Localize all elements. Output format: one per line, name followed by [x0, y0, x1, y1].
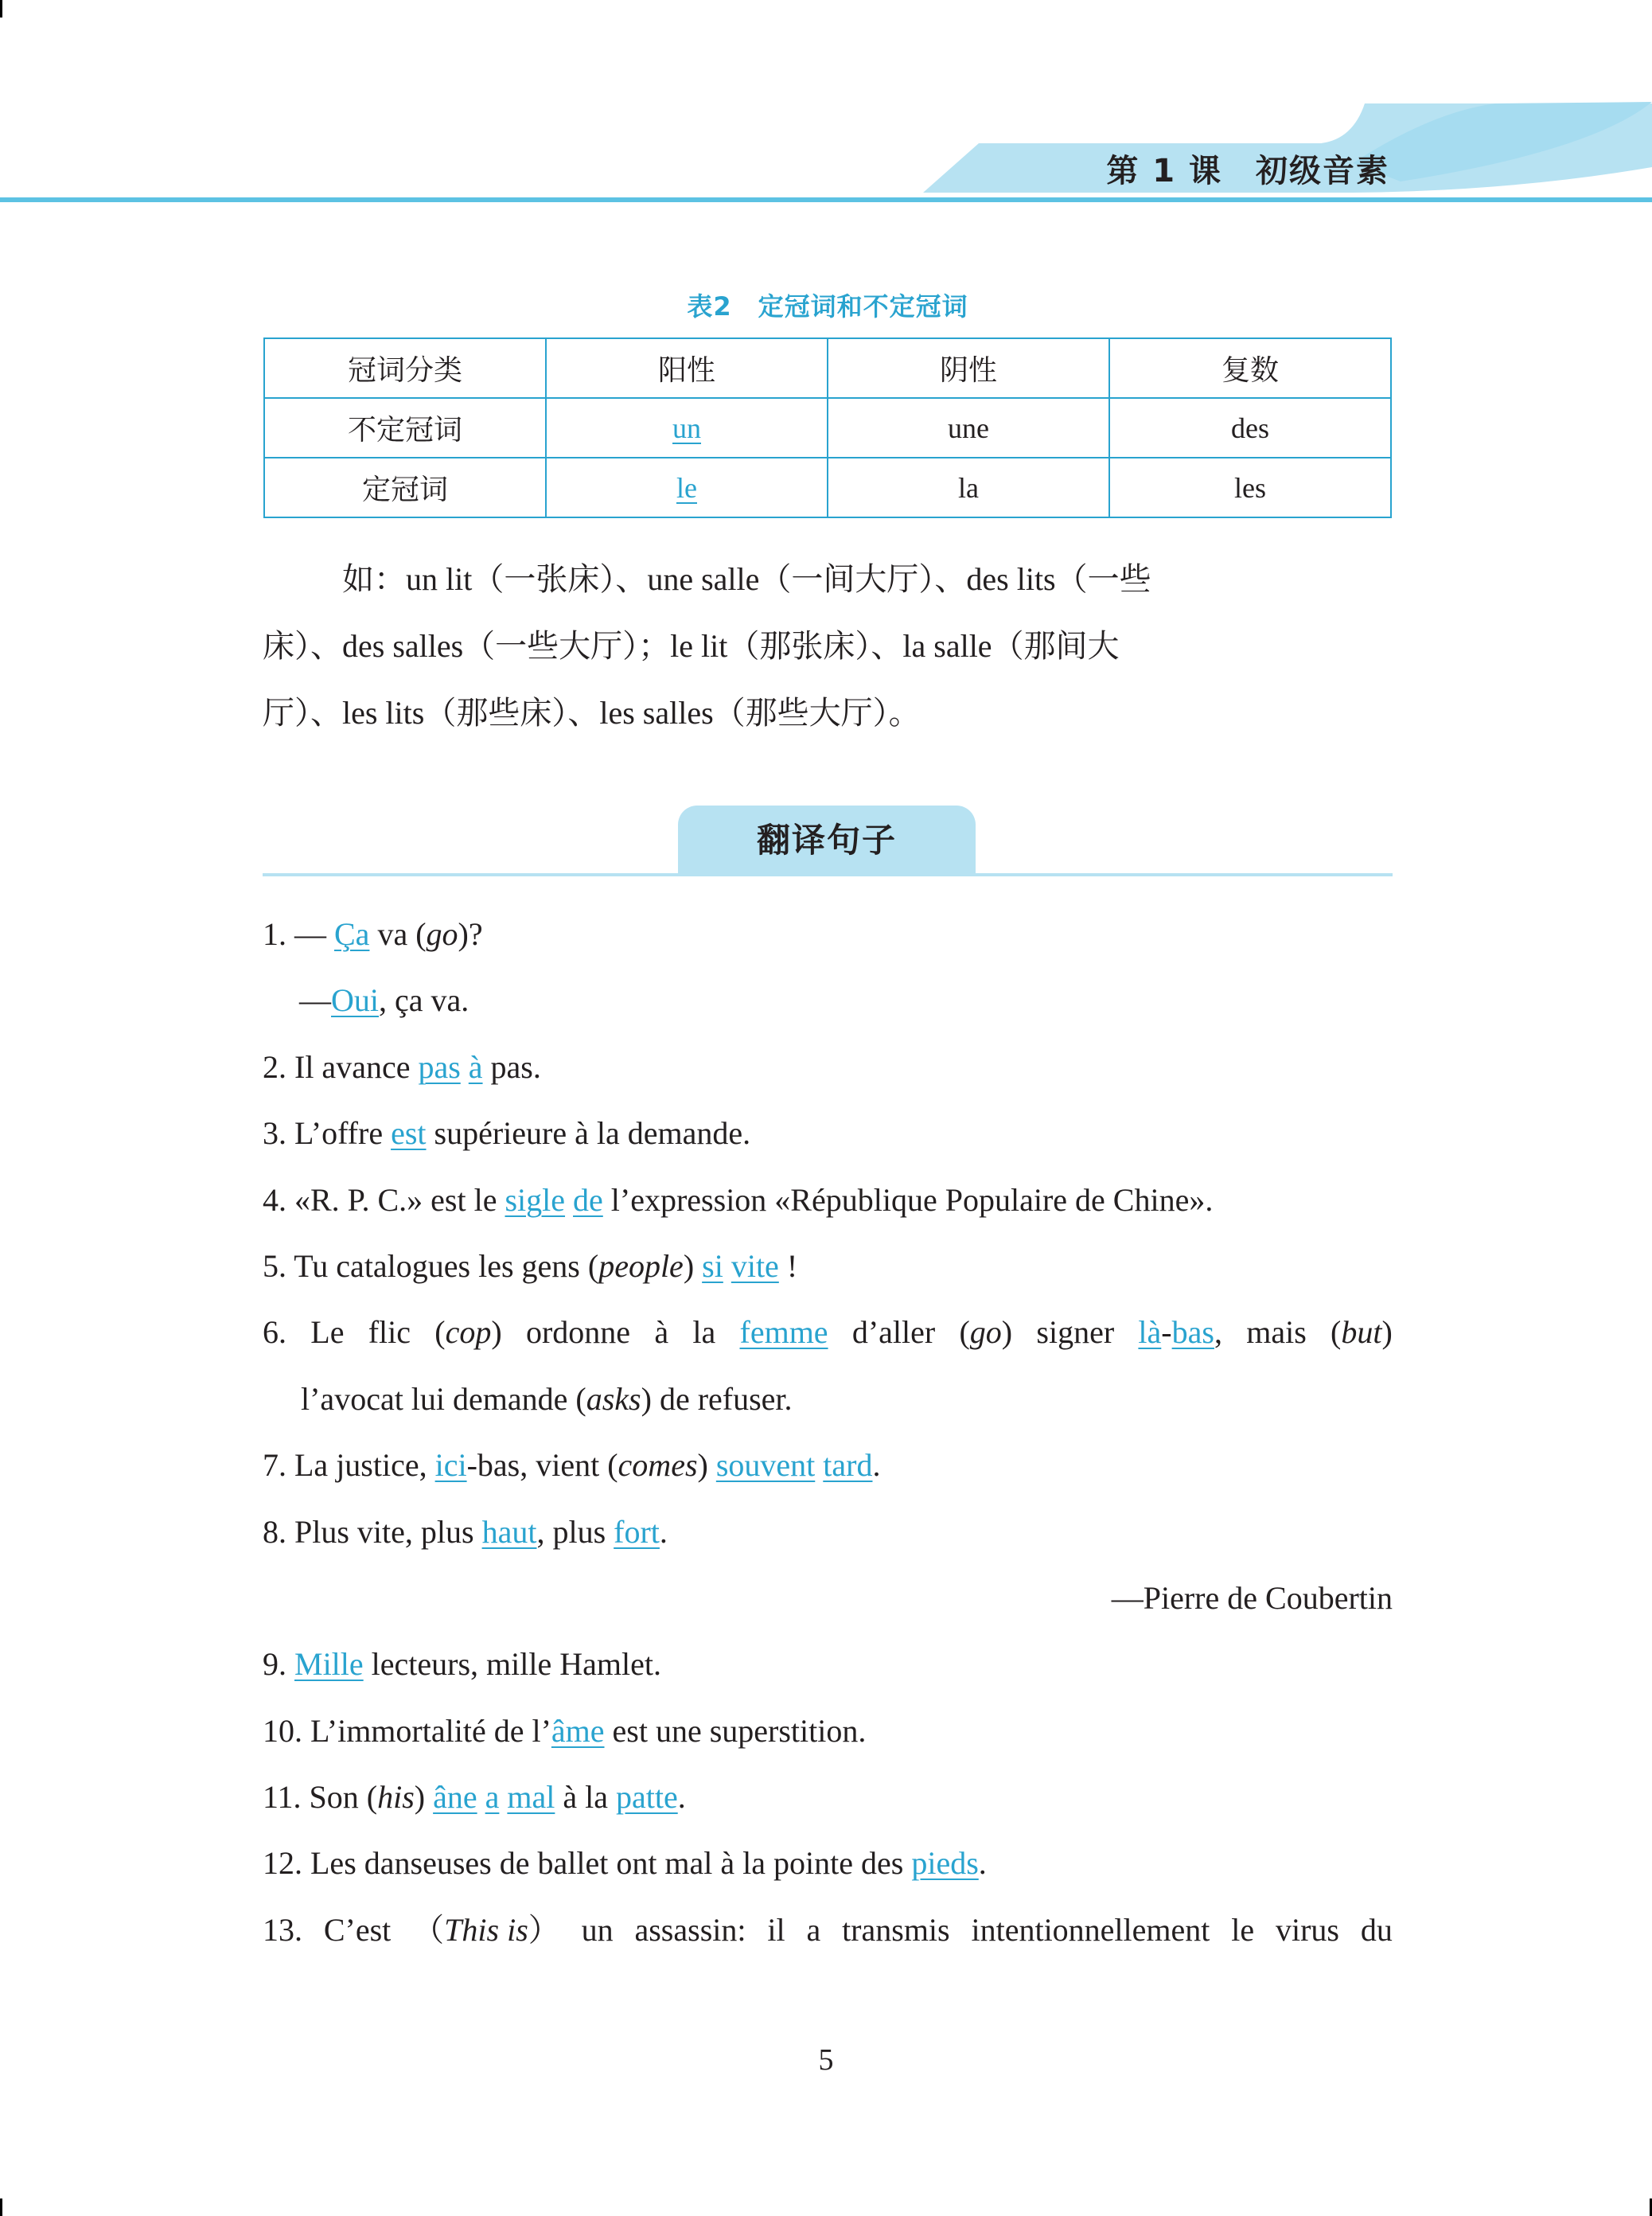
sentence-text: [565, 1182, 573, 1218]
sentence-text: 13.: [263, 1911, 302, 1948]
sentence-text: 9.: [263, 1646, 294, 1683]
audio-link[interactable]: à: [468, 1048, 483, 1085]
sentence-text: (go): [959, 1314, 1013, 1351]
list-item: [263, 1764, 1393, 1830]
list-item: [263, 1366, 1393, 1432]
sentence-text: il: [767, 1911, 785, 1948]
sentence-text: à la: [555, 1779, 616, 1816]
list-item: [263, 1432, 1393, 1498]
gloss-text: his: [377, 1779, 415, 1816]
table-header-row: [264, 338, 1391, 398]
sentence-text: !: [778, 1247, 798, 1284]
sentence-text: assassin:: [634, 1911, 746, 1948]
sentence-text: 5. Tu catalogues les gens (: [263, 1247, 599, 1284]
list-item: [263, 1034, 1393, 1100]
audio-link[interactable]: le: [676, 471, 697, 504]
sentence-text: transmis: [842, 1911, 950, 1948]
gloss-text: comes: [618, 1447, 698, 1484]
sentence-text: [499, 1779, 507, 1815]
sentence-text: lecteurs, mille Hamlet.: [363, 1646, 661, 1683]
sentence-text: , ça va.: [379, 982, 469, 1019]
table-header-cell: 冠词分类: [264, 338, 546, 398]
audio-link[interactable]: vite: [731, 1247, 779, 1284]
audio-link[interactable]: haut: [481, 1513, 537, 1550]
sentence-text: ): [683, 1247, 703, 1284]
table-caption: 表2 定冠词和不定冠词: [687, 291, 968, 322]
sentence-text: là-bas,: [1138, 1314, 1222, 1351]
table-header-cell: 复数: [1109, 338, 1391, 398]
sentence-text: 2. Il avance: [263, 1048, 419, 1085]
sentence-text: .: [978, 1845, 987, 1882]
sentence-text: flic: [368, 1314, 411, 1351]
sentence-text: le: [1231, 1911, 1255, 1948]
audio-link[interactable]: sigle: [505, 1181, 566, 1218]
section-heading: 翻译句子: [678, 806, 976, 876]
sentence-text: 11. Son (: [263, 1779, 378, 1816]
sentence-text: -bas, vient (: [466, 1447, 618, 1484]
table-header-cell: 阳性: [546, 338, 828, 398]
gloss-text: go: [969, 1314, 1002, 1351]
list-item: [263, 901, 1393, 967]
audio-link[interactable]: fort: [614, 1513, 660, 1550]
sentence-text: d’aller: [851, 1314, 936, 1351]
table-row: [264, 458, 1391, 517]
sentence-text: .: [677, 1779, 686, 1816]
audio-link[interactable]: femme: [739, 1314, 828, 1351]
gloss-text: go: [426, 916, 458, 952]
list-item: [263, 1167, 1393, 1233]
header-band: [0, 0, 1652, 207]
sentence-text: ): [697, 1447, 716, 1484]
sentence-text: .: [659, 1513, 668, 1550]
sentence-text: virus: [1275, 1911, 1339, 1948]
page-number: 5: [818, 2043, 834, 2077]
table-cell: une: [828, 398, 1109, 458]
example-paragraph: [263, 546, 1393, 747]
sentence-text: ): [414, 1779, 434, 1816]
page-header-title: 第 1 课 初级音素: [1106, 153, 1389, 189]
list-item: [263, 1830, 1393, 1896]
sentence-text: va (: [369, 916, 427, 952]
gloss-text: but: [1341, 1314, 1382, 1351]
sentence-text: [461, 1049, 469, 1085]
table-header-cell: 阴性: [828, 338, 1109, 398]
list-item: [263, 1100, 1393, 1166]
sentence-text: 3. L’offre: [263, 1115, 392, 1152]
quote-attribution: —Pierre de Coubertin: [1111, 1579, 1393, 1616]
table-cell: la: [828, 458, 1109, 517]
example-line: 床）、des salles（一些大厅）；le lit（那张床）、la salle（那间大: [263, 628, 1120, 664]
sentence-text: , plus: [536, 1513, 614, 1550]
sentence-text: 4. «R. P. C.» est le: [263, 1181, 505, 1218]
sentence-text: )?: [458, 916, 483, 952]
list-item: [263, 1698, 1393, 1764]
audio-link[interactable]: patte: [616, 1779, 678, 1816]
list-item: [263, 1299, 1393, 1365]
list-item: [263, 1499, 1393, 1565]
table-cell: des: [1109, 398, 1391, 458]
sentence-text: l’expression «République Populaire de Chine».: [602, 1181, 1214, 1218]
sentence-text: (cop): [434, 1314, 502, 1351]
audio-link[interactable]: Mille: [294, 1646, 364, 1683]
audio-link[interactable]: si: [702, 1247, 723, 1284]
sentence-text: 12. Les danseuses de ballet ont mal à la pointe des: [263, 1845, 912, 1882]
sentence-text: a: [806, 1911, 821, 1948]
sentence-text: 1. —: [263, 916, 334, 952]
sentence-text: —: [299, 982, 331, 1019]
sentence-text: .: [872, 1447, 881, 1484]
sentence-text: 6.: [263, 1314, 286, 1351]
example-line: 如：un lit（一张床）、une salle（一间大厅）、des lits（一些: [342, 561, 1151, 597]
sentence-text: du: [1360, 1911, 1393, 1948]
audio-link[interactable]: Oui: [331, 982, 379, 1019]
crop-mark: [0, 2198, 2, 2216]
table-cell: [546, 458, 828, 517]
sentence-text: l’avocat lui demande (: [301, 1380, 586, 1417]
sentence-text: un: [581, 1911, 614, 1948]
audio-link[interactable]: de: [573, 1181, 603, 1218]
article-table: [263, 337, 1392, 518]
audio-link[interactable]: âme: [551, 1712, 605, 1749]
audio-link[interactable]: ici: [434, 1447, 467, 1484]
sentence-text: ) de refuser.: [641, 1380, 793, 1417]
example-line: 厅）、les lits（那些床）、les salles（那些大厅）。: [263, 695, 921, 731]
sentence-text: signer: [1036, 1314, 1115, 1351]
sentence-text: la: [692, 1314, 716, 1351]
audio-link[interactable]: âne: [433, 1779, 477, 1816]
table-row: [264, 398, 1391, 458]
audio-link[interactable]: bas: [1171, 1314, 1214, 1351]
audio-link[interactable]: pieds: [911, 1845, 979, 1882]
gloss-text: cop: [445, 1314, 492, 1351]
sentence-text: [477, 1779, 485, 1815]
audio-link[interactable]: Ça: [334, 916, 370, 952]
audio-link[interactable]: pas: [418, 1048, 461, 1085]
table-cell: les: [1109, 458, 1391, 517]
audio-link[interactable]: tard: [823, 1447, 873, 1484]
list-item: [263, 1631, 1393, 1697]
sentence-text: intentionnellement: [971, 1911, 1210, 1948]
sentence-text: supérieure à la demande.: [426, 1115, 751, 1152]
list-item: [263, 1233, 1393, 1299]
sentence-text: mais: [1246, 1314, 1307, 1351]
sentence-text: [815, 1447, 823, 1483]
audio-link[interactable]: un: [672, 412, 701, 444]
table-cell: [546, 398, 828, 458]
sentence-text: pas.: [482, 1048, 541, 1085]
audio-link[interactable]: a: [485, 1779, 500, 1816]
audio-link[interactable]: souvent: [715, 1447, 816, 1484]
sentence-text: ordonne: [525, 1314, 631, 1351]
sentence-text: (but): [1331, 1314, 1393, 1351]
list-item: [263, 1897, 1393, 1963]
table-cell: 定冠词: [264, 458, 546, 517]
sentence-text: 7. La justice,: [263, 1447, 435, 1484]
audio-link[interactable]: mal: [507, 1779, 555, 1816]
sentence-text: Le: [310, 1314, 345, 1351]
audio-link[interactable]: là: [1138, 1314, 1162, 1351]
gloss-text: asks: [586, 1380, 641, 1417]
sentence-text: （This is）: [412, 1911, 560, 1948]
table-cell: 不定冠词: [264, 398, 546, 458]
gloss-text: This is: [444, 1911, 528, 1948]
sentence-text: C’est: [323, 1911, 392, 1948]
sentence-text: [723, 1248, 731, 1284]
gloss-text: people: [598, 1247, 684, 1284]
sentence-list: [263, 901, 1393, 1963]
sentence-text: 10. L’immortalité de l’: [263, 1712, 551, 1749]
sentence-text: à: [654, 1314, 669, 1351]
sentence-text: 8. Plus vite, plus: [263, 1513, 482, 1550]
list-item: [263, 967, 1393, 1033]
audio-link[interactable]: est: [391, 1115, 427, 1152]
sentence-text: est une superstition.: [604, 1712, 867, 1749]
